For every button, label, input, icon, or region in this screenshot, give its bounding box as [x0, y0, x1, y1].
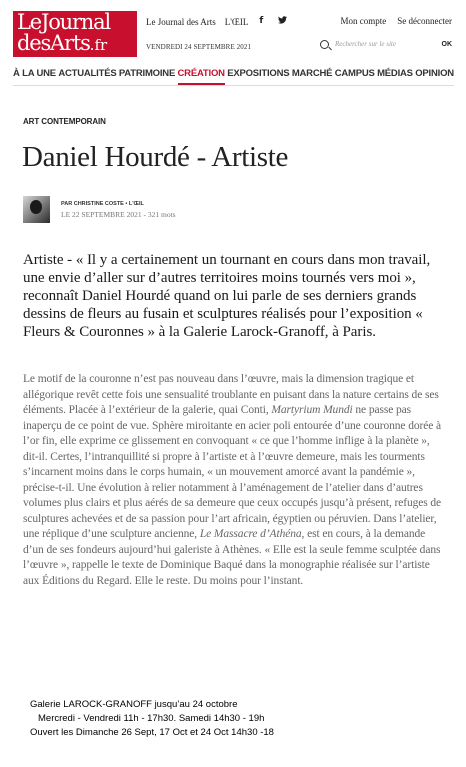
main-nav [13, 64, 454, 86]
body-part-3: est en cours, à la demande d’un de ses fondeurs aujourd’hui galeriste à Athènes. « Elle est la seule femme sculptée dans l’œuvre », rappelle le texte de Dominique Baqué dans la monographie réalisée sur l’artiste aux Éditions du Regard. Elle le reste. Du moins pour l’instant. [23, 528, 441, 587]
logo-suffix: .fr [89, 36, 108, 54]
search-ok-button[interactable]: OK [441, 40, 452, 48]
work-title-massacre: Le Massacre d’Athéna, [199, 528, 305, 540]
article-meta: LE 22 SEPTEMBRE 2021 - 321 mots [61, 209, 176, 219]
article-lede: Artiste - « Il y a certainement un tournant en cours dans mon travail, une envie d’aller sur d’autres territoires moins tournés vers moi », reconnaît Daniel Hourdé quand on lui parle de ses derniers grands dessins de fleurs au fusain et sculptures réalisés pour l’exposition « Fleurs & Couronnes » à la Galerie Larock-Granoff, à Paris. [23, 252, 431, 340]
nav-item-expositions[interactable]: EXPOSITIONS [227, 68, 290, 79]
nav-item-campus[interactable]: CAMPUS [334, 68, 375, 79]
byline [23, 196, 176, 223]
article-body [23, 372, 443, 589]
link-journal-des-arts[interactable]: Le Journal des Arts [146, 16, 216, 27]
top-links [146, 16, 296, 27]
article-title: Daniel Hourdé - Artiste [22, 141, 289, 173]
nav-item-creation[interactable]: CRÉATION [178, 64, 225, 85]
exhibition-info [30, 698, 274, 740]
nav-item-medias[interactable]: MÉDIAS [377, 68, 413, 79]
author-name[interactable]: PAR CHRISTINE COSTE • L'ŒIL [61, 200, 144, 207]
logo-line-1: LeJournal [17, 10, 110, 34]
author-avatar [23, 196, 50, 223]
body-part-1: Le motif de la couronne n’est pas nouveau dans l’œuvre, mais la dimension tragique et allégorique revêt cette fois une sensualité troublante en puisant dans la nature certains de ses éléments. Placée à l’extérieur de la galerie, quai Conti, [23, 373, 439, 416]
search-input[interactable]: Rechercher sur le site [335, 40, 396, 48]
nav-item-patrimoine[interactable]: PATRIMOINE [118, 68, 176, 79]
logout-link[interactable]: Se déconnecter [397, 16, 452, 26]
facebook-icon[interactable]: f [259, 16, 264, 26]
account-links [341, 16, 452, 26]
my-account-link[interactable]: Mon compte [340, 16, 387, 26]
search-icon [320, 40, 329, 49]
work-title-martyrium: Martyrium Mundi [271, 404, 353, 416]
twitter-icon[interactable] [278, 16, 287, 27]
nav-item-a-la-une[interactable]: À LA UNE [13, 68, 56, 79]
logo-line-2-text: desArts [17, 31, 90, 55]
section-label[interactable]: ART CONTEMPORAIN [23, 117, 106, 126]
link-oeil[interactable]: L'ŒIL [224, 16, 249, 27]
site-logo[interactable] [13, 11, 137, 57]
body-part-2: ne passe pas inaperçu de ce point de vue. Sphère miroitante en acier poli entourée d’une couronne dorée à l’or fin, elle exprime ce glissement en convoquant « ce que l’homme inflige à la planète », dit-il. Certes, l’intranquillité si propre à l’artiste et à l’œuvre demeure, mais les tourments s’incarnent moins dans le corps humain, « un mouvement amorcé avant la pandémie », précise-t-il. Une évolution à relier notamment à l’aménagement de l’atelier dans d’autres volumes plus clairs et plus aérés de sa demeure que ceux occupés jusqu’à présent, refuges de sculptures achevées et de sa passion pour l’art africain, égyptien ou péruvien. Dans l’atelier, une réplique d’une sculpture ancienne, [23, 404, 442, 540]
nav-item-marche[interactable]: MARCHÉ [291, 68, 333, 79]
search-bar [320, 37, 452, 51]
exhibition-dates: Galerie LAROCK-GRANOFF jusqu’au 24 octobre [30, 699, 238, 710]
nav-item-actualites[interactable]: ACTUALITÉS [58, 68, 117, 79]
exhibition-sundays: Ouvert les Dimanche 26 Sept, 17 Oct et 24 Oct 14h30 -18 [30, 727, 274, 738]
social-links [259, 16, 296, 27]
nav-item-opinion[interactable]: OPINION [415, 68, 454, 79]
byline-text [61, 201, 176, 219]
logo-line-2 [17, 33, 131, 56]
current-date: VENDREDI 24 SEPTEMBRE 2021 [146, 43, 252, 51]
exhibition-hours: Mercredi - Vendredi 11h - 17h30. Samedi 14h30 - 19h [38, 713, 265, 724]
